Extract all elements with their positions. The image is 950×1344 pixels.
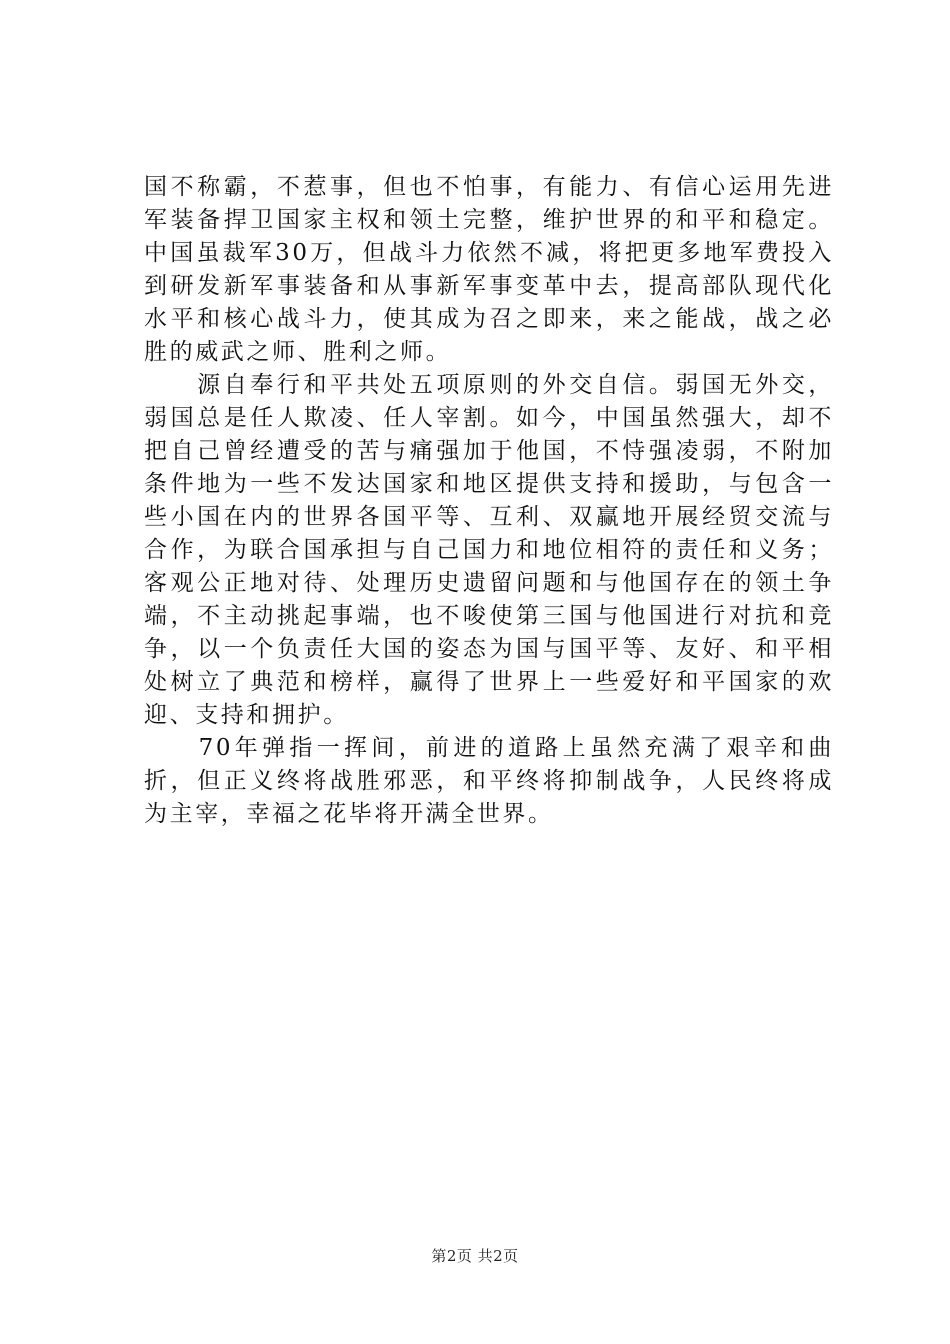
paragraph-diplomacy: 源自奉行和平共处五项原则的外交自信。弱国无外交，弱国总是任人欺凌、任人宰割。如今，中国虽然强大，却不把自己曾经遭受的苦与痛强加于他国，不恃强凌弱，不附加条件地为一些不发达国家和地区提供支持和援助，与包含一些小国在内的世界各国平等、互利、双赢地开展经贸交流与合作，为联合国承担与自己国力和地位相符的责任和义务；客观公正地对待、处理历史遗留问题和与他国存在的领土争端，不主动挑起事端，也不唆使第三国与他国进行对抗和竞争，以一个负责任大国的姿态为国与国平等、友好、和平相处树立了典范和榜样，赢得了世界上一些爱好和平国家的欢迎、支持和拥护。 (144, 372, 834, 728)
paragraph-military: 国不称霸，不惹事，但也不怕事，有能力、有信心运用先进军装备捍卫国家主权和领土完整，维护世界的和平和稳定。中国虽裁军30万，但战斗力依然不减，将把更多地军费投入到研发新军事装备和从事新军事变革中去，提高部队现代化水平和核心战斗力，使其成为召之即来，来之能战，战之必胜的威武之师、胜利之师。 (144, 174, 834, 365)
document-body (144, 171, 834, 831)
paragraph-conclusion: 70年弹指一挥间，前进的道路上虽然充满了艰辛和曲折，但正义终将战胜邪恶，和平终将抑制战争，人民终将成为主宰，幸福之花毕将开满全世界。 (144, 735, 834, 827)
page-number-footer: 第2页 共2页 (431, 1247, 519, 1265)
